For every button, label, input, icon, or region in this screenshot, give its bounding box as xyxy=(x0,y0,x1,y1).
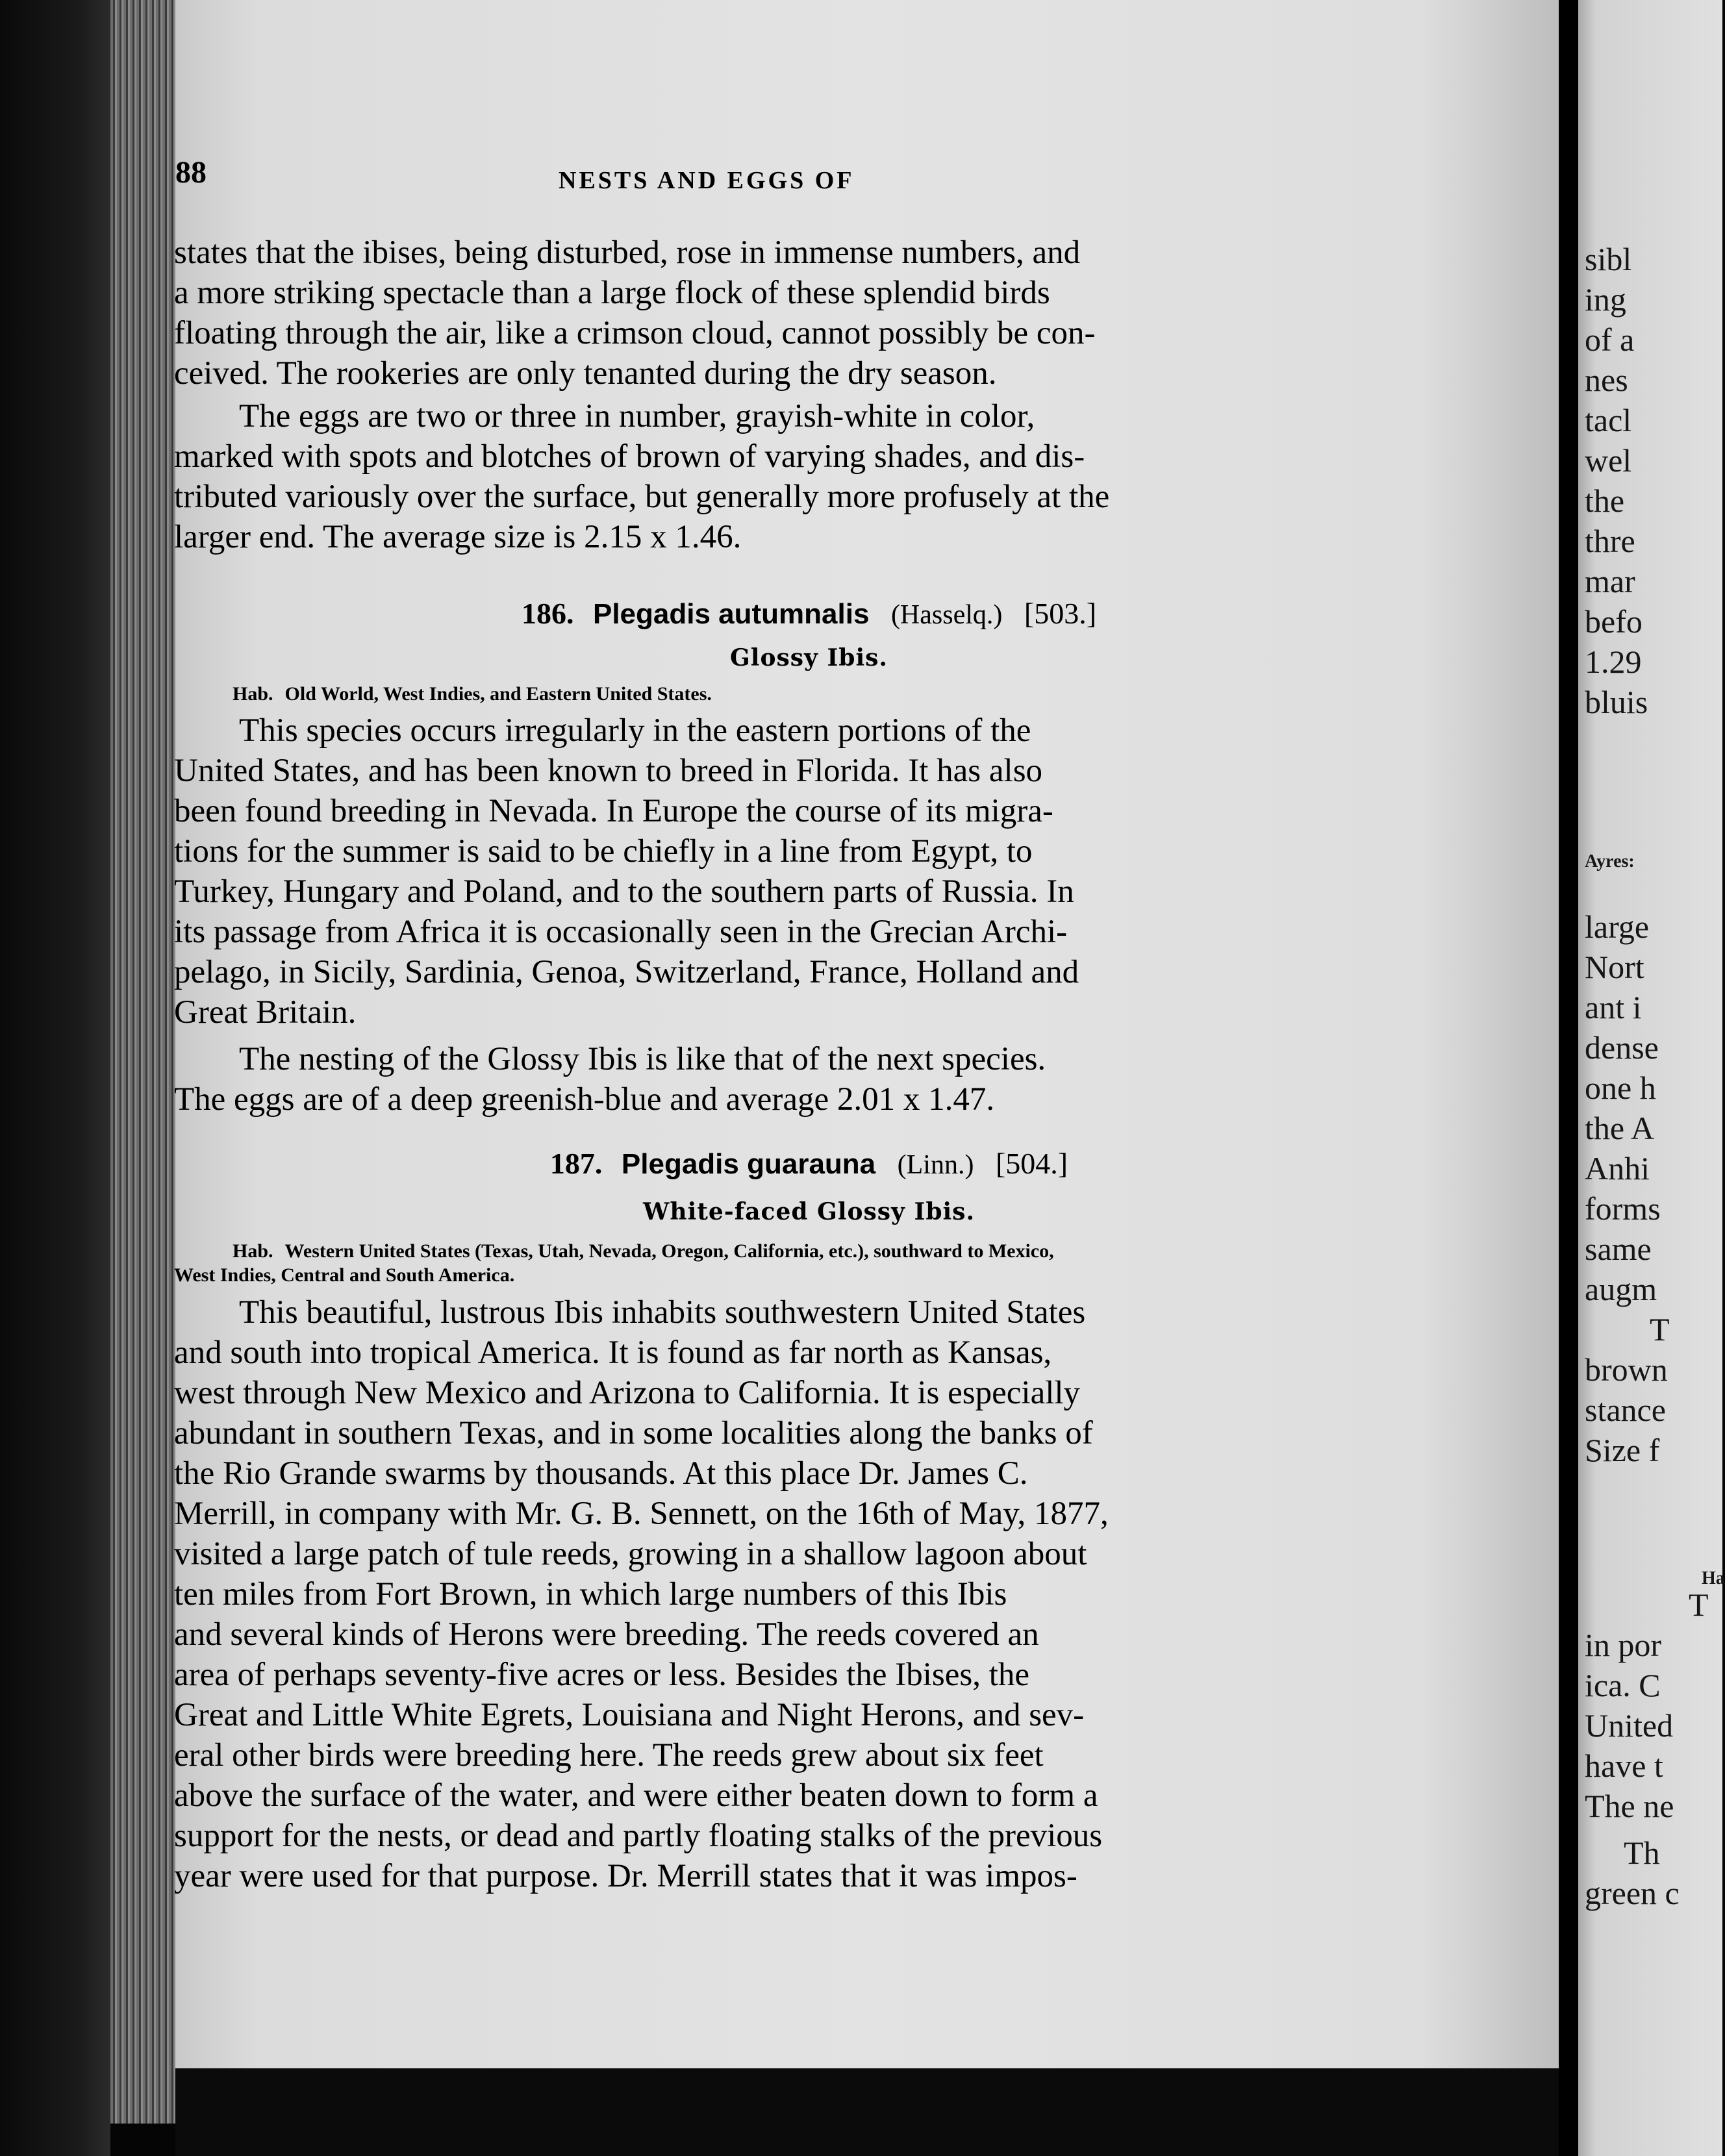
book-gutter xyxy=(1559,0,1578,2156)
common-name-186: Glossy Ibis. xyxy=(730,644,888,671)
text-line: The eggs are two or three in number, grayish-white in color, xyxy=(239,398,1035,434)
scientific-name: Plegadis autumnalis xyxy=(592,598,870,630)
text-line: states that the ibises, being disturbed, rose in immense numbers, and xyxy=(174,234,1081,271)
fragment-line: the A xyxy=(1585,1110,1654,1146)
habitat-186 xyxy=(174,682,1444,706)
text-line: pelago, in Sicily, Sardinia, Genoa, Switzerland, France, Holland and xyxy=(174,954,1079,990)
running-head: NESTS AND EGGS OF xyxy=(559,167,855,194)
fragment-line: United xyxy=(1585,1707,1674,1744)
fragment-line: The ne xyxy=(1585,1788,1674,1824)
fragment-line: green c xyxy=(1585,1875,1680,1911)
fragment-line: thre xyxy=(1585,523,1635,559)
paragraph-ibis-rookeries xyxy=(174,232,1444,394)
fragment-line: sibl xyxy=(1585,241,1632,277)
text-line: This species occurs irregularly in the eastern portions of the xyxy=(239,712,1031,749)
fragment-line: have t xyxy=(1585,1748,1663,1784)
species-heading-187 xyxy=(174,1146,1444,1181)
habitat-187 xyxy=(174,1239,1444,1287)
fragment-label: Ha xyxy=(1702,1568,1725,1588)
page-edges xyxy=(110,0,182,2124)
text-line: and south into tropical America. It is found as far north as Kansas, xyxy=(174,1335,1052,1371)
right-page-fragment xyxy=(1578,0,1725,2156)
text-line: United States, and has been known to breed in Florida. It has also xyxy=(174,753,1043,789)
text-line: Great and Little White Egrets, Louisiana and Night Herons, and sev- xyxy=(174,1697,1085,1733)
fragment-line: stance xyxy=(1585,1392,1666,1428)
fragment-line: Anhi xyxy=(1585,1150,1650,1186)
aou-number: [503.] xyxy=(1024,597,1097,630)
text-line: tributed variously over the surface, but generally more profusely at the xyxy=(174,479,1110,515)
fragment-line: of a xyxy=(1585,321,1635,358)
text-line: year were used for that purpose. Dr. Merrill states that it was impos- xyxy=(174,1858,1077,1894)
fragment-line: nes xyxy=(1585,362,1628,398)
text-line: ten miles from Fort Brown, in which large numbers of this Ibis xyxy=(174,1576,1007,1612)
paragraph-white-faced-ibis xyxy=(174,1292,1444,1896)
fragment-line: forms xyxy=(1585,1190,1661,1227)
fragment-line: bluis xyxy=(1585,684,1648,720)
habitat-label: Hab. xyxy=(233,683,273,705)
common-name-187: White-faced Glossy Ibis. xyxy=(642,1198,975,1225)
text-line: the Rio Grande swarms by thousands. At this place Dr. James C. xyxy=(174,1455,1028,1492)
habitat-label: Hab. xyxy=(233,1240,273,1262)
text-line: and several kinds of Herons were breeding. The reeds covered an xyxy=(174,1616,1039,1653)
habitat-text: Western United States (Texas, Utah, Nevada, Oregon, California, etc.), southward to Mexico, xyxy=(284,1240,1054,1262)
text-line: This beautiful, lustrous Ibis inhabits southwestern United States xyxy=(239,1294,1086,1331)
fragment-line: ica. C xyxy=(1585,1667,1661,1703)
fragment-line: T xyxy=(1650,1311,1670,1348)
text-line: Merrill, in company with Mr. G. B. Sennett, on the 16th of May, 1877, xyxy=(174,1496,1109,1532)
text-line: ceived. The rookeries are only tenanted during the dry season. xyxy=(174,355,997,392)
text-line: eral other birds were breeding here. The reeds grew about six feet xyxy=(174,1737,1044,1774)
fragment-line: brown xyxy=(1585,1351,1668,1388)
text-line: floating through the air, like a crimson cloud, cannot possibly be con- xyxy=(174,315,1096,351)
paragraph-glossy-ibis-range xyxy=(174,710,1444,1033)
fragment-line: T xyxy=(1689,1586,1709,1623)
habitat-text: Old World, West Indies, and Eastern United States. xyxy=(284,683,712,705)
habitat-text: West Indies, Central and South America. xyxy=(174,1264,515,1286)
text-line: larger end. The average size is 2.15 x 1.46. xyxy=(174,519,742,555)
text-line: tions for the summer is said to be chiefly in a line from Egypt, to xyxy=(174,833,1033,870)
text-line: a more striking spectacle than a large flock of these splendid birds xyxy=(174,275,1050,311)
species-number: 187. xyxy=(549,1147,603,1180)
authority: (Linn.) xyxy=(897,1150,974,1180)
paragraph-glossy-ibis-nesting xyxy=(174,1039,1444,1120)
fragment-line: augm xyxy=(1585,1271,1657,1307)
text-line: west through New Mexico and Arizona to California. It is especially xyxy=(174,1375,1081,1411)
text-line: marked with spots and blotches of brown of varying shades, and dis- xyxy=(174,438,1085,475)
text-line: The nesting of the Glossy Ibis is like that of the next species. xyxy=(239,1041,1046,1077)
text-line: Great Britain. xyxy=(174,994,357,1031)
fragment-line: tacl xyxy=(1585,402,1632,438)
paragraph-eggs-description xyxy=(174,396,1444,557)
fragment-line: large xyxy=(1585,909,1650,945)
fragment-line: Nort xyxy=(1585,949,1644,985)
fragment-line: one h xyxy=(1585,1070,1656,1106)
text-line: visited a large patch of tule reeds, growing in a shallow lagoon about xyxy=(174,1536,1087,1572)
fragment-line: Th xyxy=(1624,1835,1660,1871)
text-line: The eggs are of a deep greenish-blue and average 2.01 x 1.47. xyxy=(174,1081,995,1118)
fragment-line: wel xyxy=(1585,442,1632,479)
text-line: support for the nests, or dead and partly floating stalks of the previous xyxy=(174,1818,1103,1854)
fragment-line: befo xyxy=(1585,603,1643,640)
text-line: been found breeding in Nevada. In Europe the course of its migra- xyxy=(174,793,1053,829)
fragment-line: ing xyxy=(1585,281,1626,318)
fragment-line: Size f xyxy=(1585,1432,1660,1468)
aou-number: [504.] xyxy=(995,1147,1068,1180)
left-book-shadow xyxy=(0,0,110,2156)
fragment-line: mar xyxy=(1585,563,1635,599)
text-line: Turkey, Hungary and Poland, and to the southern parts of Russia. In xyxy=(174,873,1074,910)
fragment-line: ant i xyxy=(1585,989,1642,1025)
fragment-line: the xyxy=(1585,483,1625,519)
species-number: 186. xyxy=(521,597,574,630)
text-line: its passage from Africa it is occasionally seen in the Grecian Archi- xyxy=(174,914,1068,950)
species-heading-186 xyxy=(174,596,1444,631)
page-number: 88 xyxy=(175,155,207,190)
text-line: abundant in southern Texas, and in some localities along the banks of xyxy=(174,1415,1093,1451)
fragment-line: dense xyxy=(1585,1029,1659,1066)
scientific-name: Plegadis guarauna xyxy=(621,1148,876,1180)
fragment-line: same xyxy=(1585,1231,1652,1267)
fragment-label: Ayres: xyxy=(1585,851,1635,871)
authority: (Hasselq.) xyxy=(890,600,1003,630)
fragment-line: 1.29 xyxy=(1585,644,1642,680)
fragment-line: in por xyxy=(1585,1627,1662,1663)
bottom-shadow xyxy=(175,2068,1559,2156)
text-line: area of perhaps seventy-five acres or less. Besides the Ibises, the xyxy=(174,1657,1030,1693)
text-line: above the surface of the water, and were either beaten down to form a xyxy=(174,1777,1098,1814)
